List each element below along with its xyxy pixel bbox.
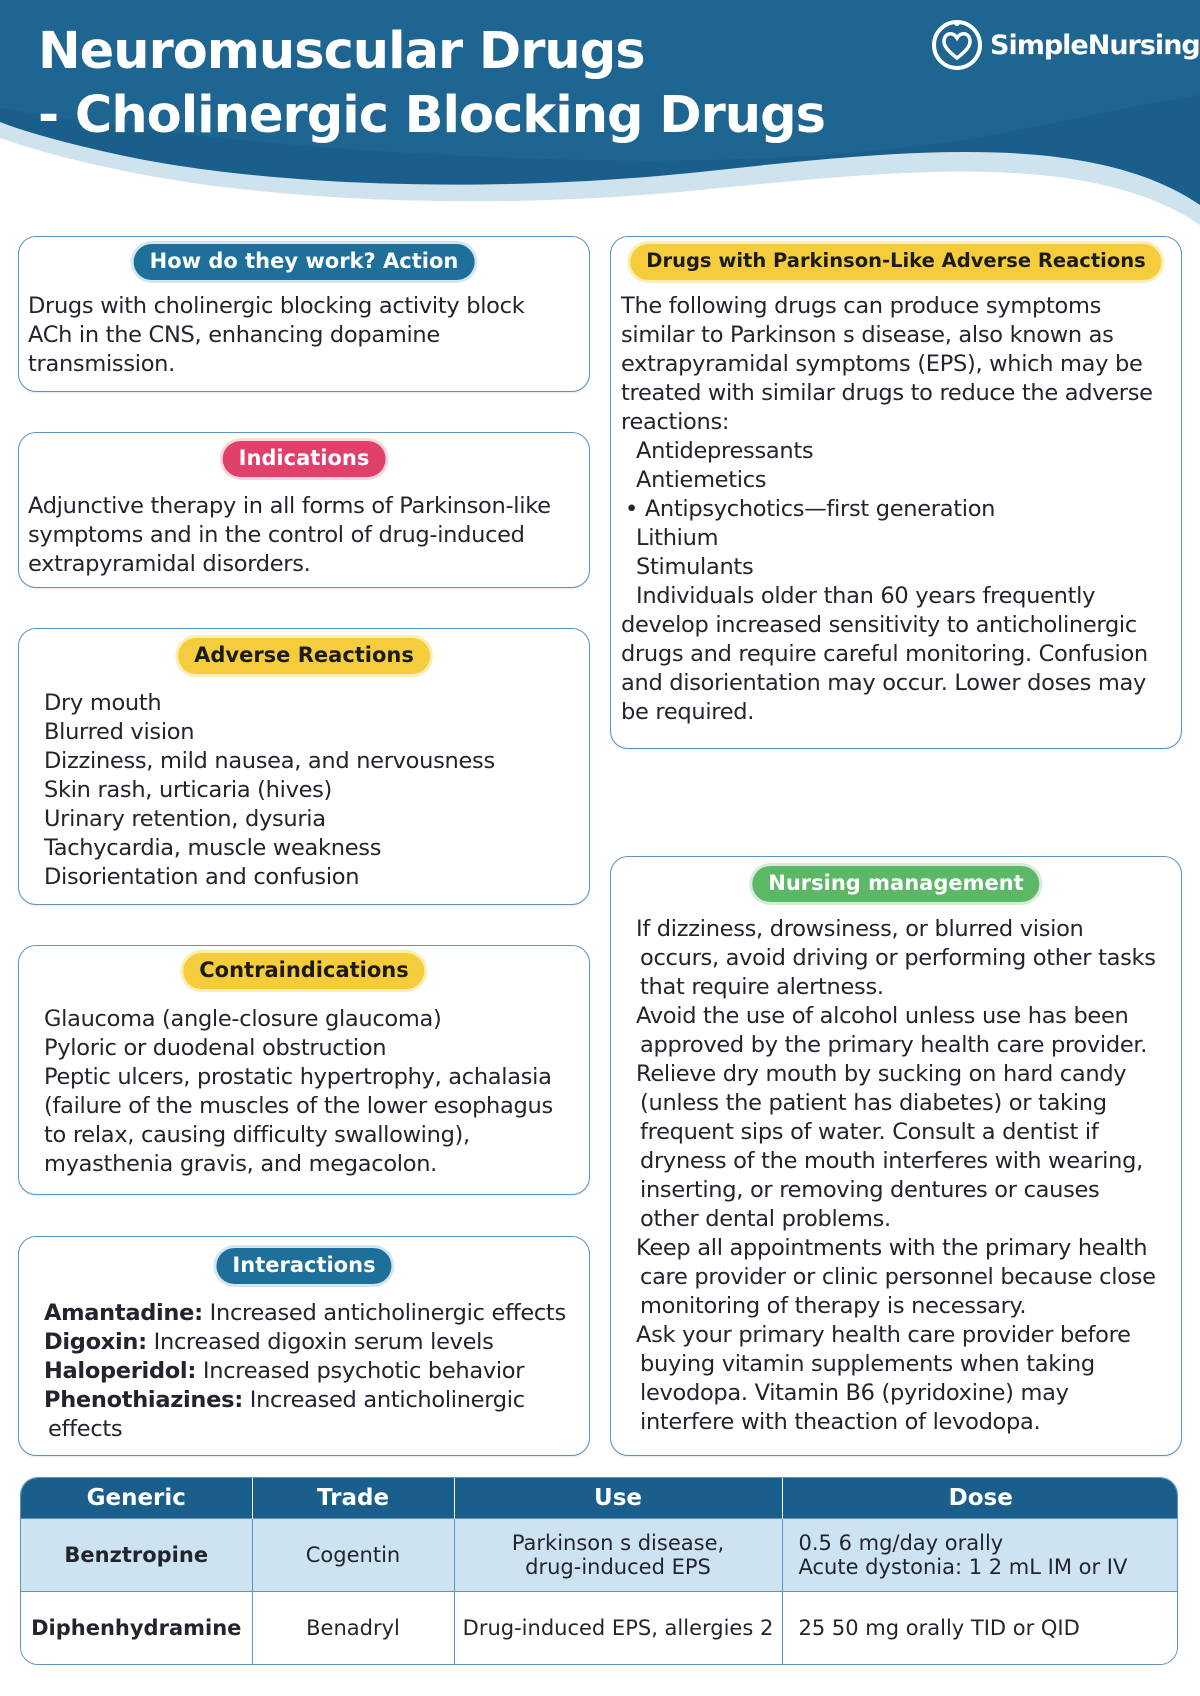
nursing-management-heading: Nursing management	[752, 866, 1039, 902]
parkinson-note-line: develop increased sensitivity to anticholinergic	[621, 612, 1137, 638]
action-heading: How do they work? Action	[134, 244, 475, 280]
nursing-management-text	[636, 915, 1156, 1437]
nursing-line: (unless the patient has diabetes) or taking	[640, 1090, 1107, 1116]
interaction-effect: Increased anticholinergic	[242, 1387, 525, 1413]
adverse-item: Blurred vision	[44, 719, 195, 745]
parkinson-drug-item: • Antipsychotics—first generation	[625, 496, 996, 522]
nursing-line: Avoid the use of alcohol unless use has been	[636, 1003, 1129, 1029]
action-line: ACh in the CNS, enhancing dopamine	[28, 322, 440, 348]
parkinson-drug-item: Antidepressants	[636, 438, 814, 464]
indications-line: Adjunctive therapy in all forms of Parkinson-like	[28, 493, 551, 519]
use-line: Parkinson s disease,	[511, 1530, 725, 1555]
interaction-drug: Phenothiazines:	[44, 1387, 243, 1413]
nursing-line: approved by the primary health care provider.	[640, 1032, 1148, 1058]
adverse-reactions-heading: Adverse Reactions	[178, 638, 430, 674]
adverse-item: Dizziness, mild nausea, and nervousness	[44, 748, 495, 774]
use-line: drug-induced EPS	[525, 1554, 711, 1579]
adverse-item: Tachycardia, muscle weakness	[44, 835, 382, 861]
parkinson-like-text	[621, 292, 1153, 727]
parkinson-drug-item: Lithium	[636, 525, 719, 551]
contraindication-item: (failure of the muscles of the lower esophagus	[44, 1093, 553, 1119]
parkinson-intro-line: reactions:	[621, 409, 730, 435]
nursing-line: occurs, avoid driving or performing other tasks	[640, 945, 1156, 971]
dose-line: 0.5 6 mg/day orally	[798, 1530, 1004, 1555]
generic-cell: Benztropine	[21, 1518, 252, 1591]
indications-line: symptoms and in the control of drug-induced	[28, 522, 525, 548]
interaction-item	[44, 1299, 566, 1328]
parkinson-drug-item: Antiemetics	[636, 467, 767, 493]
interaction-effect: Increased psychotic behavior	[196, 1358, 525, 1384]
parkinson-drug-item: Stimulants	[636, 554, 754, 580]
interaction-drug: Digoxin:	[44, 1329, 147, 1355]
parkinson-intro-line: similar to Parkinson s disease, also known as	[621, 322, 1114, 348]
dose-cell: 25 50 mg orally TID or QID	[782, 1591, 1178, 1664]
table-row	[21, 1591, 1178, 1664]
action-line: Drugs with cholinergic blocking activity block	[28, 293, 525, 319]
trade-cell: Cogentin	[252, 1518, 454, 1591]
interaction-drug: Amantadine:	[44, 1300, 203, 1326]
use-cell	[454, 1518, 782, 1591]
interaction-item	[44, 1357, 566, 1386]
page-title-line-2: - Cholinergic Blocking Drugs	[38, 86, 825, 145]
nursing-line: other dental problems.	[640, 1206, 891, 1232]
column-header-dose: Dose	[782, 1478, 1178, 1518]
nursing-line: inserting, or removing dentures or causes	[640, 1177, 1100, 1203]
interaction-drug: Haloperidol:	[44, 1358, 197, 1384]
generic-cell: Diphenhydramine	[21, 1591, 252, 1664]
page-title-line-1: Neuromuscular Drugs	[38, 22, 645, 81]
column-header-use: Use	[454, 1478, 782, 1518]
brand-logo	[930, 18, 1200, 72]
parkinson-intro-line: extrapyramidal symptoms (EPS), which may be	[621, 351, 1143, 377]
parkinson-note-line: Individuals older than 60 years frequently	[636, 583, 1096, 609]
use-cell: Drug-induced EPS, allergies 2	[454, 1591, 782, 1664]
parkinson-like-heading: Drugs with Parkinson-Like Adverse Reactions	[630, 244, 1161, 280]
nursing-line: levodopa. Vitamin B6 (pyridoxine) may	[640, 1380, 1069, 1406]
interactions-list	[44, 1299, 566, 1444]
nursing-line: that require alertness.	[640, 974, 884, 1000]
nursing-line: frequent sips of water. Consult a dentist if	[640, 1119, 1099, 1145]
action-line: transmission.	[28, 351, 175, 377]
parkinson-note-line: drugs and require careful monitoring. Confusion	[621, 641, 1148, 667]
adverse-item: Urinary retention, dysuria	[44, 806, 326, 832]
trade-cell: Benadryl	[252, 1591, 454, 1664]
parkinson-note-line: and disorientation may occur. Lower doses may	[621, 670, 1146, 696]
contraindication-item: Glaucoma (angle-closure glaucoma)	[44, 1006, 442, 1032]
contraindications-list	[44, 1005, 553, 1179]
nursing-line: Ask your primary health care provider before	[636, 1322, 1131, 1348]
nursing-line: If dizziness, drowsiness, or blurred vision	[636, 916, 1084, 942]
contraindication-item: Pyloric or duodenal obstruction	[44, 1035, 387, 1061]
parkinson-intro-line: The following drugs can produce symptoms	[621, 293, 1102, 319]
column-header-generic: Generic	[21, 1478, 252, 1518]
adverse-item: Dry mouth	[44, 690, 162, 716]
parkinson-note-line: be required.	[621, 699, 755, 725]
adverse-item: Disorientation and confusion	[44, 864, 360, 890]
table-header-row	[21, 1478, 1178, 1518]
parkinson-intro-line: treated with similar drugs to reduce the adverse	[621, 380, 1153, 406]
column-header-trade: Trade	[252, 1478, 454, 1518]
contraindication-item: to relax, causing difficulty swallowing),	[44, 1122, 470, 1148]
action-text	[28, 292, 524, 379]
interaction-effect: Increased anticholinergic effects	[202, 1300, 566, 1326]
contraindication-item: Peptic ulcers, prostatic hypertrophy, achalasia	[44, 1064, 552, 1090]
nursing-line: Keep all appointments with the primary health	[636, 1235, 1148, 1261]
nursing-line: Relieve dry mouth by sucking on hard candy	[636, 1061, 1127, 1087]
table-row	[21, 1518, 1178, 1591]
interaction-continuation: effects	[48, 1416, 123, 1442]
interaction-item	[44, 1386, 566, 1415]
nursing-line: monitoring of therapy is necessary.	[640, 1293, 1027, 1319]
interaction-item	[44, 1328, 566, 1357]
indications-line: extrapyramidal disorders.	[28, 551, 311, 577]
stethoscope-heart-icon	[930, 18, 984, 72]
nursing-line: dryness of the mouth interferes with wearing,	[640, 1148, 1143, 1174]
contraindication-item: myasthenia gravis, and megacolon.	[44, 1151, 438, 1177]
indications-text	[28, 492, 551, 579]
adverse-item: Skin rash, urticaria (hives)	[44, 777, 333, 803]
contraindications-heading: Contraindications	[183, 953, 424, 989]
nursing-line: interfere with theaction of levodopa.	[640, 1409, 1041, 1435]
interactions-heading: Interactions	[216, 1248, 391, 1284]
dose-line: Acute dystonia: 1 2 mL IM or IV	[798, 1554, 1128, 1579]
drug-table	[20, 1477, 1178, 1665]
nursing-line: buying vitamin supplements when taking	[640, 1351, 1095, 1377]
nursing-line: care provider or clinic personnel because close	[640, 1264, 1156, 1290]
indications-heading: Indications	[223, 441, 386, 477]
adverse-reactions-list	[44, 689, 495, 892]
dose-cell	[782, 1518, 1178, 1591]
interaction-effect: Increased digoxin serum levels	[146, 1329, 494, 1355]
brand-name: SimpleNursing	[990, 29, 1200, 61]
